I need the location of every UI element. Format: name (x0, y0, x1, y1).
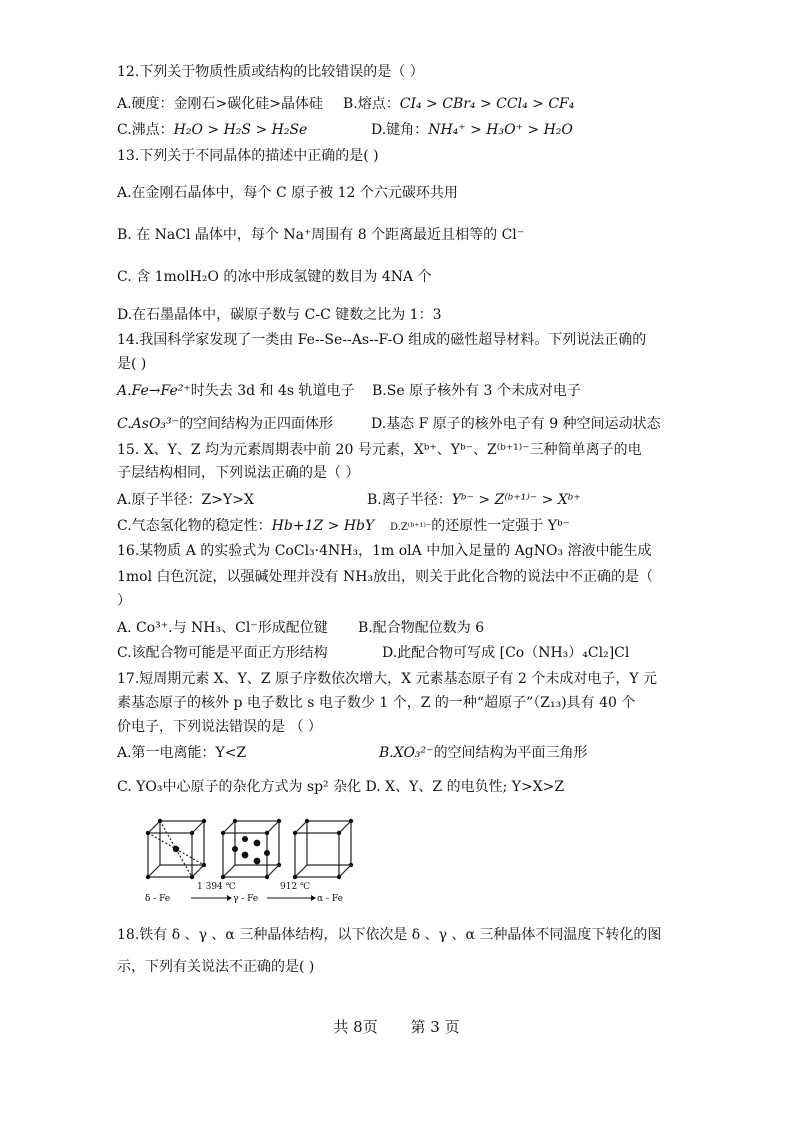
q16-option-b: B.配合物配位数为 6 (358, 620, 485, 636)
gamma-fe-label: γ - Fe (233, 894, 259, 904)
q14-option-b: B.Se 原子核外有 3 个未成对电子 (372, 383, 581, 399)
q14-option-c: C.AsO₃³⁻的空间结构为正四面体形 (117, 416, 334, 432)
q13-option-a: A.在金刚石晶体中，每个 C 原子被 12 个六元碳环共用 (117, 185, 458, 201)
q18-stem: 18.铁有 δ 、γ 、α 三种晶体结构，以下依次是 δ 、γ 、α 三种晶体不同温度下转化的图 (117, 927, 662, 943)
q13-option-d: D.在石墨晶体中，碳原子数与 C-C 键数之比为 1：3 (117, 307, 442, 323)
q15-option-c: C.气态氢化物的稳定性：Hb+1Z > HbY (117, 518, 375, 534)
q13-stem: 13.下列关于不同晶体的描述中正确的是( ) (117, 148, 379, 164)
alpha-fe-label: α - Fe (317, 894, 343, 904)
q14-stem: 14.我国科学家发现了一类由 Fe--Se--As--F-O 组成的磁性超导材料。下列说法正确的 (117, 332, 647, 348)
q17-stem-cont: 素基态原子的核外 p 电子数比 s 电子数少 1 个，Z 的一种“超原子”（Z₁₃)具有 40 个 (117, 695, 636, 711)
alpha-fe-cube (295, 821, 351, 877)
page-number: 第 3 页 (410, 1018, 460, 1036)
total-pages: 共 8页 (333, 1018, 378, 1036)
q16-stem: 16.某物质 A 的实验式为 CoCl₃·4NH₃，1m olA 中加入足量的 AgNO₃ 溶液中能生成 (117, 543, 652, 559)
q16-option-d: D.此配合物可写成 [Co（NH₃）₄Cl₂]Cl (382, 645, 630, 661)
q16-stem-end: ） (117, 593, 131, 609)
q13-option-c: C. 含 1molH₂O 的冰中形成氢键的数目为 4NA 个 (117, 269, 432, 285)
q12-option-c: C.沸点：H₂O > H₂S > H₂Se (117, 122, 308, 138)
q17-option-cd: C. YO₃中心原子的杂化方式为 sp² 杂化 D. X、Y、Z 的电负性; Y>X>Z (117, 779, 565, 795)
q12-option-d: D.键角：NH₄⁺ > H₃O⁺ > H₂O (371, 122, 573, 138)
q15-option-a: A.原子半径：Z>Y>X (117, 492, 254, 508)
q17-option-b: B.XO₃²⁻的空间结构为平面三角形 (379, 745, 588, 761)
q14-option-a: A.Fe→Fe²⁺时失去 3d 和 4s 轨道电子 (117, 383, 355, 399)
q16-option-c: C.该配合物可能是平面正方形结构 (117, 645, 328, 661)
q12-stem: 12.下列关于物质性质或结构的比较错误的是（ ） (117, 64, 424, 80)
q13-option-b: B. 在 NaCl 晶体中，每个 Na⁺周围有 8 个距离最近且相等的 Cl⁻ (117, 227, 525, 243)
q12-option-b: B.熔点：CI₄ > CBr₄ > CCl₄ > CF₄ (343, 96, 575, 112)
q14-stem-cont: 是( ) (117, 356, 147, 372)
page-footer (0, 1016, 793, 1037)
q15-option-d: D.Z⁽ᵇ⁺¹⁾⁻的还原性一定强于 Yᵇ⁻ (390, 518, 570, 534)
q16-option-a: A. Co³⁺.与 NH₃、Cl⁻形成配位键 (117, 620, 328, 636)
q14-option-d: D.基态 F 原子的核外电子有 9 种空间运动状态 (371, 416, 661, 432)
q17-option-a: A.第一电离能：Y<Z (117, 745, 247, 761)
q15-stem-cont: 子层结构相同，下列说法正确的是（ ） (117, 465, 360, 481)
q15-stem: 15. X、Y、Z 均为元素周期表中前 20 号元素，Xᵇ⁺、Yᵇ⁻、Z⁽ᵇ⁺¹⁾⁻三种简单离子的电 (117, 442, 642, 458)
temp-1394-label: 1 394 ℃ (197, 882, 236, 892)
q18-stem-cont: 示，下列有关说法不正确的是( ) (117, 959, 315, 975)
delta-fe-label: δ - Fe (145, 894, 171, 904)
gamma-fe-cube (223, 821, 279, 877)
q12-option-a: A.硬度：金刚石>碳化硅>晶体硅 (117, 96, 324, 112)
q15-option-b: B.离子半径：Yᵇ⁻ > Z⁽ᵇ⁺¹⁾⁻ > Xᵇ⁺ (367, 492, 581, 508)
q17-stem-end: 价电子，下列说法错误的是 （ ） (117, 719, 322, 735)
iron-crystal-figure (145, 815, 360, 907)
q17-stem: 17.短周期元素 X、Y、Z 原子序数依次增大，X 元素基态原子有 2 个未成对电子，Y 元 (117, 671, 658, 687)
temp-912-label: 912 ℃ (280, 882, 311, 892)
crystal-cells-diagram (145, 815, 360, 907)
q16-stem-cont: 1mol 白色沉淀，以强碱处理并没有 NH₃放出，则关于此化合物的说法中不正确的是（ (117, 569, 654, 585)
